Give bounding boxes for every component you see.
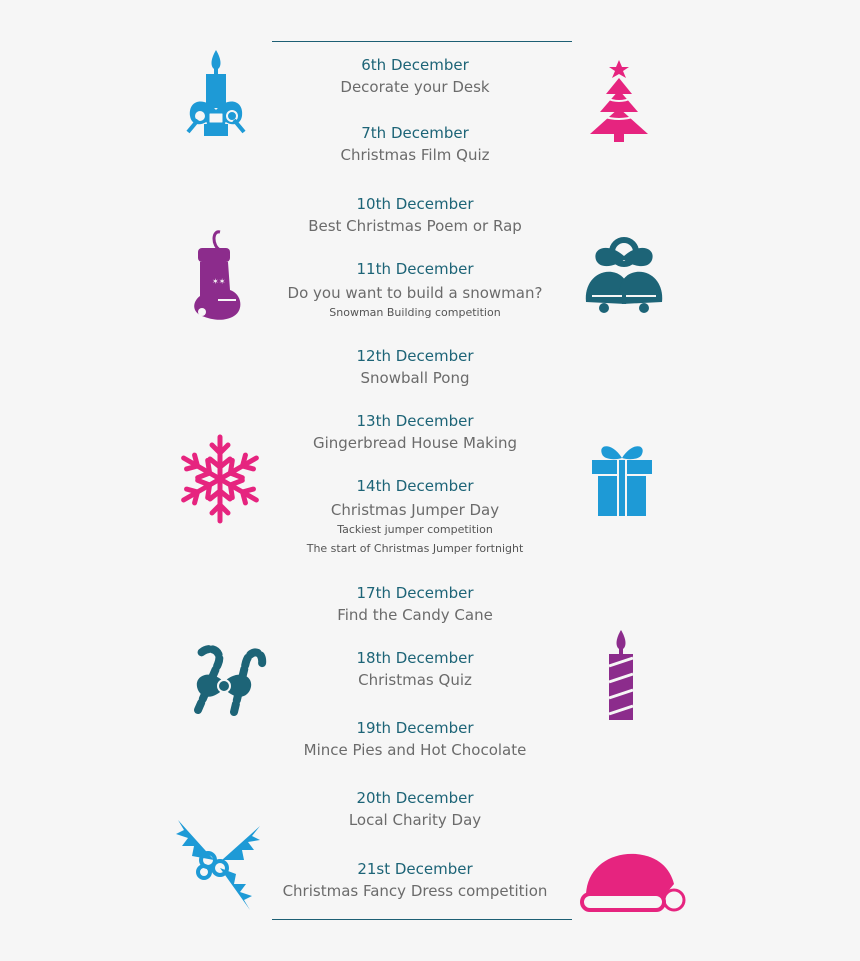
bells-icon — [578, 236, 670, 316]
event-date: 19th December — [356, 719, 474, 737]
event-date: 21st December — [357, 860, 473, 878]
event-title: Decorate your Desk — [340, 78, 490, 96]
event-18th — [215, 649, 615, 690]
bottom-divider — [272, 919, 572, 920]
event-date: 6th December — [361, 56, 469, 74]
snowflake-icon — [178, 432, 262, 526]
event-12th — [215, 347, 615, 388]
event-date: 20th December — [356, 789, 474, 807]
striped-candle-icon — [604, 628, 638, 722]
event-date: 11th December — [356, 260, 474, 278]
event-title: Best Christmas Poem or Rap — [308, 217, 522, 235]
event-title: Christmas Film Quiz — [340, 146, 490, 164]
event-date: 7th December — [361, 124, 469, 142]
santa-hat-icon — [580, 850, 690, 914]
stocking-icon — [190, 228, 246, 324]
svg-text:✶✶: ✶✶ — [212, 277, 226, 286]
event-20th — [215, 789, 615, 830]
event-21st — [215, 860, 615, 901]
christmas-tree-icon — [588, 60, 650, 144]
event-subtitle: Tackiest jumper competition — [337, 523, 493, 536]
event-13th — [215, 412, 615, 453]
event-7th — [215, 124, 615, 165]
event-10th — [215, 195, 615, 236]
event-title: Snowball Pong — [360, 369, 470, 387]
top-divider — [272, 41, 572, 42]
event-date: 17th December — [356, 584, 474, 602]
event-date: 10th December — [356, 195, 474, 213]
event-date: 13th December — [356, 412, 474, 430]
event-title: Mince Pies and Hot Chocolate — [303, 741, 527, 759]
candle-bow-icon — [184, 48, 248, 140]
event-17th — [215, 584, 615, 625]
event-11th — [215, 260, 615, 319]
event-title: Gingerbread House Making — [312, 434, 518, 452]
event-date: 18th December — [356, 649, 474, 667]
event-subtitle: Snowman Building competition — [329, 306, 501, 319]
event-14th — [215, 477, 615, 555]
gift-icon — [590, 440, 654, 520]
event-title: Christmas Fancy Dress competition — [282, 882, 548, 900]
event-title: Do you want to build a snowman? — [287, 284, 543, 302]
event-subtitle-2: The start of Christmas Jumper fortnight — [306, 542, 524, 555]
candy-cane-icon — [184, 640, 268, 718]
event-date: 12th December — [356, 347, 474, 365]
event-title: Christmas Jumper Day — [330, 501, 500, 519]
event-19th — [215, 719, 615, 760]
event-title: Find the Candy Cane — [337, 606, 493, 624]
event-title: Christmas Quiz — [358, 671, 472, 689]
holly-icon — [174, 816, 264, 912]
event-date: 14th December — [356, 477, 474, 495]
event-6th — [215, 56, 615, 97]
event-title: Local Charity Day — [348, 811, 482, 829]
